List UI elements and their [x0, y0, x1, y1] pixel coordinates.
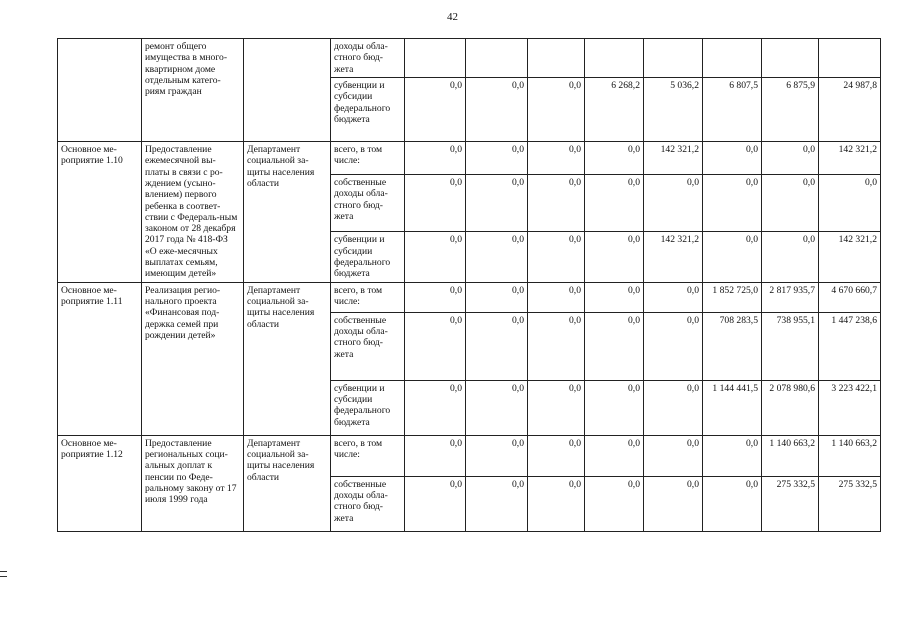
value-cell: 0,0: [405, 141, 466, 174]
value-cell: 0,0: [528, 282, 585, 312]
activity-name-cell: Реализация регио-нального проекта «Финансовая под-держка семей при рождении детей»: [142, 282, 244, 435]
value-cell: 4 670 660,7: [819, 282, 881, 312]
value-cell: 0,0: [585, 175, 644, 232]
value-cell: [762, 39, 819, 78]
value-cell: 0,0: [528, 232, 585, 282]
value-cell: 0,0: [466, 435, 528, 476]
value-cell: 708 283,5: [703, 312, 762, 380]
value-cell: 0,0: [466, 232, 528, 282]
value-cell: 0,0: [528, 141, 585, 174]
table-row: [58, 282, 881, 312]
value-cell: 0,0: [585, 232, 644, 282]
funding-source-cell: всего, в том числе:: [331, 141, 405, 174]
value-cell: 6 875,9: [762, 77, 819, 141]
table-row: [58, 39, 881, 78]
value-cell: 0,0: [703, 141, 762, 174]
funding-source-cell: собственные доходы обла-стного бюд-жета: [331, 476, 405, 531]
funding-source-cell: всего, в том числе:: [331, 435, 405, 476]
value-cell: 0,0: [466, 141, 528, 174]
value-cell: 1 144 441,5: [703, 380, 762, 435]
table-row: [58, 141, 881, 174]
activity-name-cell: Предоставление региональных соци-альных доплат к пенсии по Феде-ральному закону от 17 июля 1999 года: [142, 435, 244, 531]
value-cell: 0,0: [644, 380, 703, 435]
value-cell: 0,0: [703, 232, 762, 282]
value-cell: 0,0: [405, 312, 466, 380]
funding-source-cell: собственные доходы обла-стного бюд-жета: [331, 312, 405, 380]
budget-table: [57, 38, 881, 532]
value-cell: 0,0: [405, 435, 466, 476]
funding-source-cell: субвенции и субсидии федерального бюджета: [331, 77, 405, 141]
value-cell: 0,0: [405, 282, 466, 312]
value-cell: 0,0: [585, 282, 644, 312]
value-cell: 0,0: [644, 282, 703, 312]
value-cell: 0,0: [405, 77, 466, 141]
value-cell: 0,0: [405, 175, 466, 232]
value-cell: 0,0: [644, 435, 703, 476]
responsible-cell: [244, 39, 331, 142]
value-cell: 3 223 422,1: [819, 380, 881, 435]
value-cell: [405, 39, 466, 78]
value-cell: [644, 39, 703, 78]
responsible-cell: Департамент социальной за-щиты населения области: [244, 141, 331, 282]
funding-source-cell: субвенции и субсидии федерального бюджета: [331, 232, 405, 282]
page-number: 42: [447, 11, 458, 23]
activity-code-cell: [58, 39, 142, 142]
funding-source-cell: субвенции и субсидии федерального бюджета: [331, 380, 405, 435]
activity-code-cell: Основное ме-роприятие 1.11: [58, 282, 142, 435]
value-cell: 0,0: [703, 435, 762, 476]
value-cell: 142 321,2: [819, 141, 881, 174]
value-cell: 738 955,1: [762, 312, 819, 380]
value-cell: 1 140 663,2: [762, 435, 819, 476]
value-cell: 0,0: [585, 141, 644, 174]
value-cell: [466, 39, 528, 78]
value-cell: 0,0: [644, 312, 703, 380]
funding-source-cell: собственные доходы обла-стного бюд-жета: [331, 175, 405, 232]
value-cell: 142 321,2: [644, 141, 703, 174]
value-cell: 0,0: [703, 476, 762, 531]
margin-mark: [0, 571, 7, 572]
value-cell: 2 078 980,6: [762, 380, 819, 435]
activity-name-cell: ремонт общего имущества в много-квартирном доме отдельным катего-риям граждан: [142, 39, 244, 142]
value-cell: 0,0: [466, 77, 528, 141]
responsible-cell: Департамент социальной за-щиты населения области: [244, 282, 331, 435]
responsible-cell: Департамент социальной за-щиты населения области: [244, 435, 331, 531]
value-cell: 275 332,5: [819, 476, 881, 531]
funding-source-cell: всего, в том числе:: [331, 282, 405, 312]
activity-name-cell: Предоставление ежемесячной вы-платы в связи с ро-ждением (усыно-влением) первого ребенка в соответ-ствии с Федераль-ным законом от 28 декабря 2017 года № 418-ФЗ «О еже-месячных выплатах семьям, имеющим детей»: [142, 141, 244, 282]
value-cell: 0,0: [585, 435, 644, 476]
value-cell: 6 807,5: [703, 77, 762, 141]
value-cell: 0,0: [405, 476, 466, 531]
value-cell: 1 447 238,6: [819, 312, 881, 380]
activity-code-cell: Основное ме-роприятие 1.10: [58, 141, 142, 282]
value-cell: 2 817 935,7: [762, 282, 819, 312]
value-cell: 0,0: [405, 380, 466, 435]
value-cell: 0,0: [466, 312, 528, 380]
margin-mark: [0, 576, 7, 577]
value-cell: 275 332,5: [762, 476, 819, 531]
value-cell: 0,0: [466, 175, 528, 232]
value-cell: 0,0: [644, 476, 703, 531]
value-cell: 0,0: [466, 282, 528, 312]
value-cell: 0,0: [819, 175, 881, 232]
value-cell: 0,0: [528, 312, 585, 380]
value-cell: 0,0: [528, 77, 585, 141]
value-cell: 0,0: [528, 435, 585, 476]
value-cell: [528, 39, 585, 78]
value-cell: 0,0: [528, 175, 585, 232]
value-cell: 0,0: [405, 232, 466, 282]
value-cell: 142 321,2: [819, 232, 881, 282]
activity-code-cell: Основное ме-роприятие 1.12: [58, 435, 142, 531]
value-cell: 142 321,2: [644, 232, 703, 282]
table-row: [58, 435, 881, 476]
value-cell: [585, 39, 644, 78]
value-cell: 0,0: [762, 141, 819, 174]
value-cell: 5 036,2: [644, 77, 703, 141]
value-cell: 0,0: [466, 476, 528, 531]
value-cell: 1 852 725,0: [703, 282, 762, 312]
value-cell: 1 140 663,2: [819, 435, 881, 476]
value-cell: 0,0: [762, 175, 819, 232]
value-cell: 0,0: [585, 476, 644, 531]
value-cell: 0,0: [585, 312, 644, 380]
value-cell: 6 268,2: [585, 77, 644, 141]
value-cell: 0,0: [528, 476, 585, 531]
value-cell: [703, 39, 762, 78]
value-cell: 0,0: [703, 175, 762, 232]
value-cell: 0,0: [528, 380, 585, 435]
value-cell: 24 987,8: [819, 77, 881, 141]
value-cell: 0,0: [585, 380, 644, 435]
value-cell: 0,0: [762, 232, 819, 282]
value-cell: [819, 39, 881, 78]
value-cell: 0,0: [644, 175, 703, 232]
value-cell: 0,0: [466, 380, 528, 435]
funding-source-cell: доходы обла-стного бюд-жета: [331, 39, 405, 78]
